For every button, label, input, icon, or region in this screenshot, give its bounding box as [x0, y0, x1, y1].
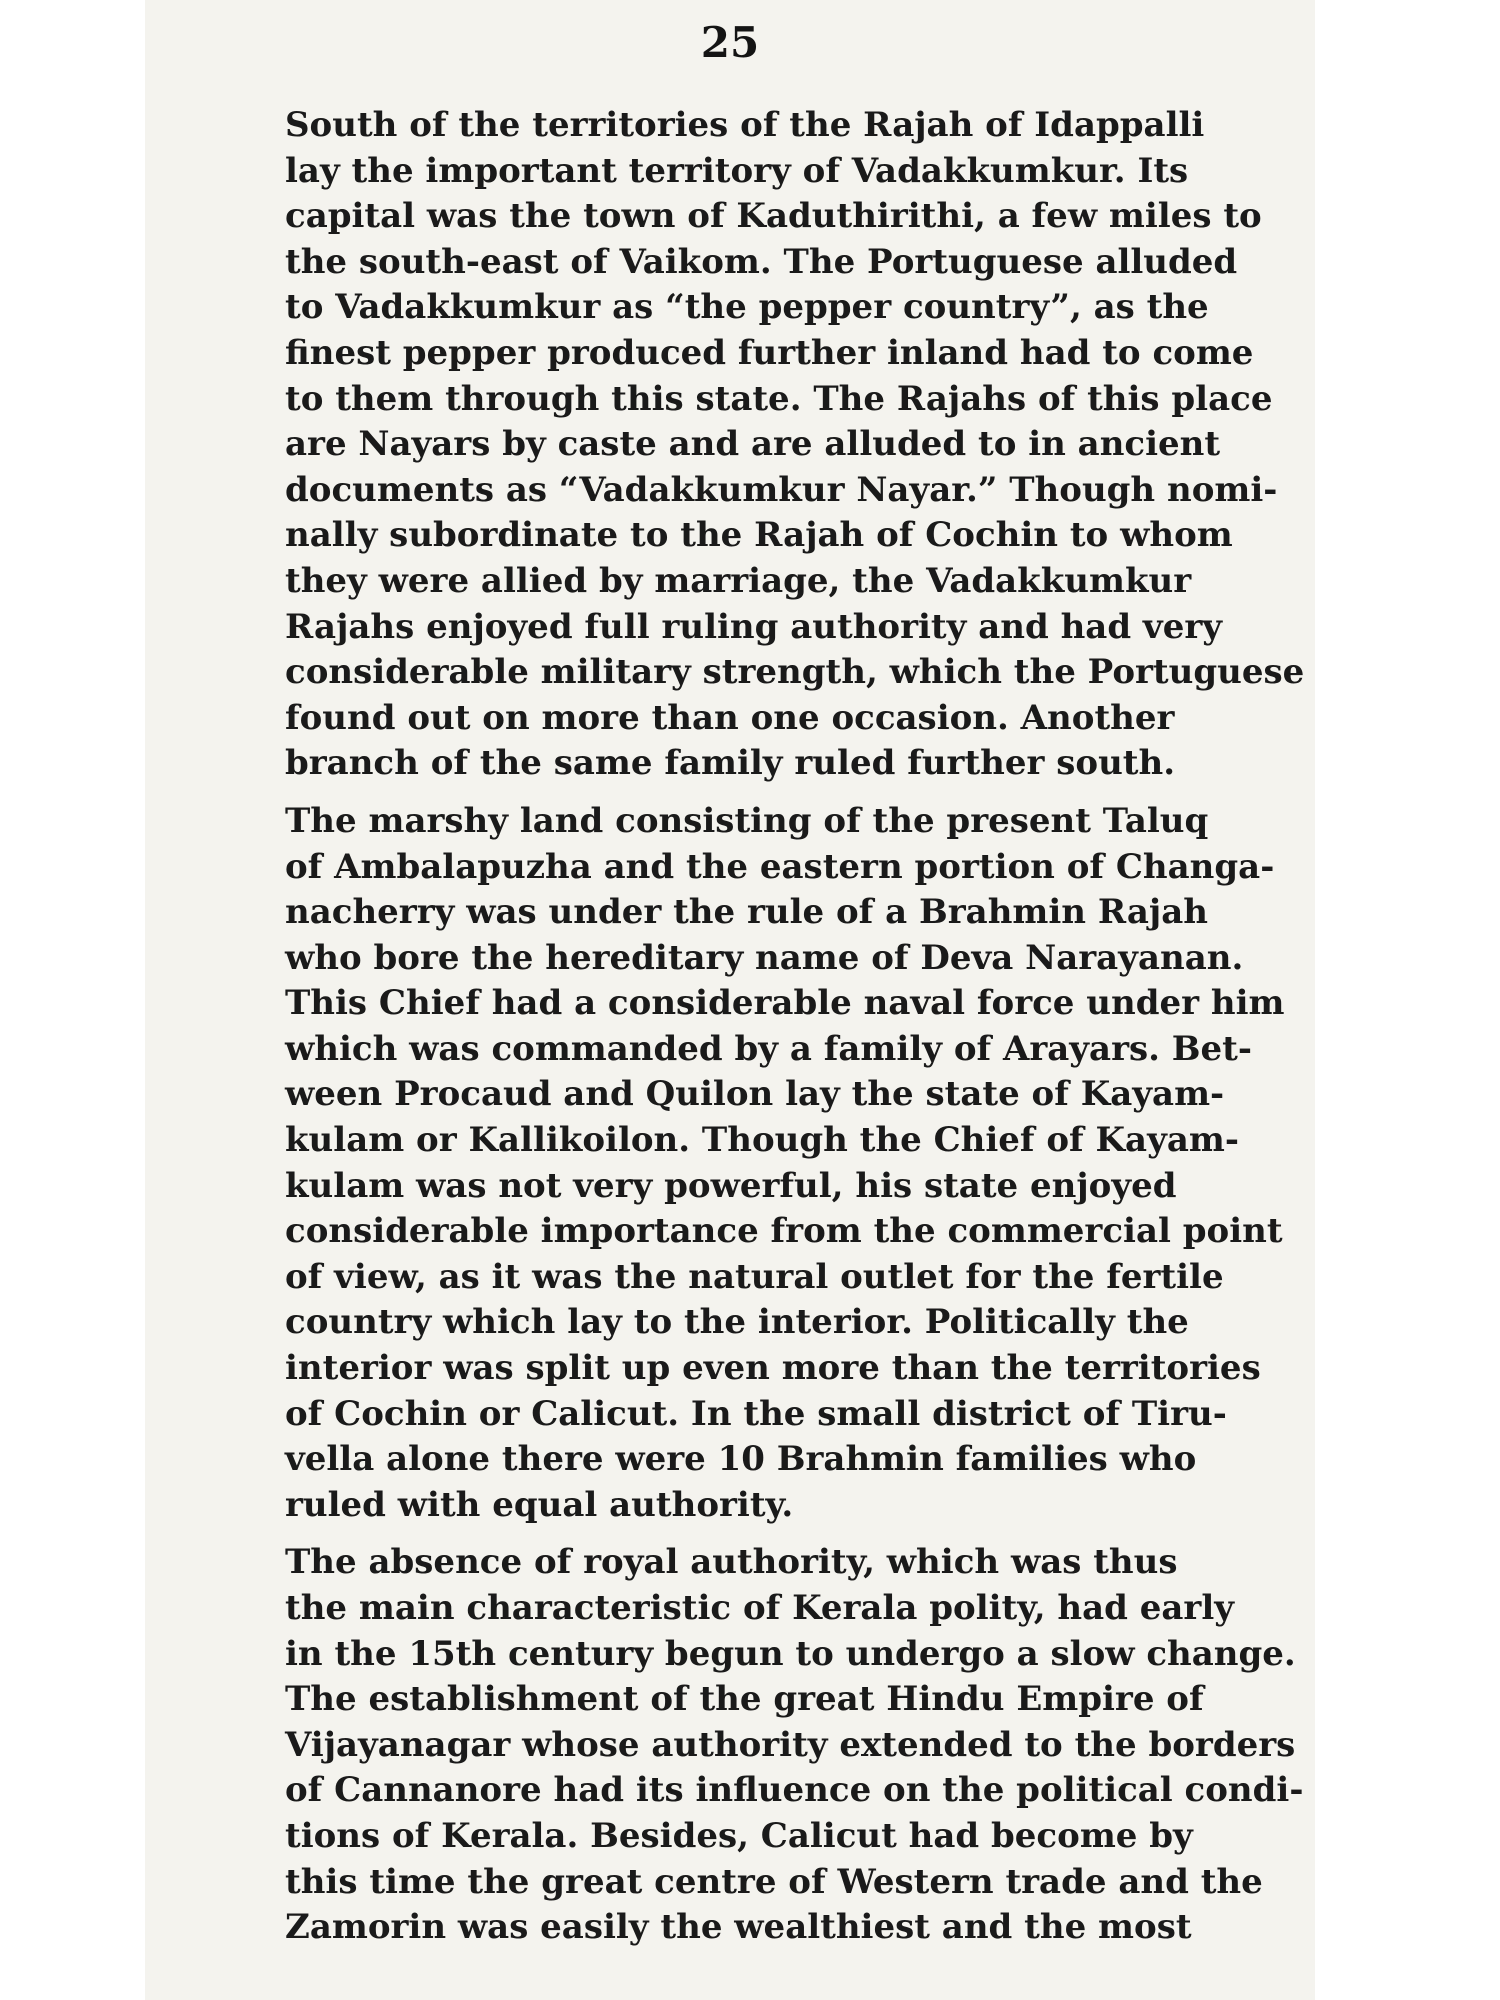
text-line: of Ambalapuzha and the eastern portion of Changa- — [285, 846, 1275, 887]
text-line: who bore the hereditary name of Deva Narayanan. — [285, 937, 1244, 978]
text-line: This Chief had a considerable naval force under him — [285, 983, 1285, 1024]
text-line: lay the important territory of Vadakkumkur. Its — [285, 150, 1189, 191]
paragraph-2 — [192, 799, 1285, 1529]
text-line: interior was split up even more than the territories — [285, 1348, 1261, 1389]
book-page — [145, 0, 1315, 2000]
text-line: country which lay to the interior. Politically the — [285, 1302, 1189, 1343]
text-line: South of the territories of the Rajah of Idappalli — [285, 105, 1205, 145]
text-line: are Nayars by caste and are alluded to in ancient — [285, 424, 1221, 465]
text-line: considerable military strength, which the Portuguese — [285, 652, 1305, 693]
text-line: finest pepper produced further inland had to come — [285, 332, 1254, 373]
text-line: The establishment of the great Hindu Empire of — [285, 1679, 1204, 1720]
text-line: Zamorin was easily the wealthiest and the most — [285, 1907, 1192, 1948]
text-line: capital was the town of Kaduthirithi, a few miles to — [285, 196, 1262, 237]
text-line: to Vadakkumkur as “the pepper country”, as the — [285, 287, 1209, 328]
text-line: nacherry was under the rule of a Brahmin Rajah — [285, 892, 1208, 933]
body-text — [192, 103, 1305, 1963]
text-line: kulam or Kallikoilon. Though the Chief of Kayam- — [285, 1120, 1239, 1161]
text-line: documents as “Vadakkumkur Nayar.” Though nomi- — [285, 469, 1278, 510]
text-line: vella alone there were 10 Brahmin families who — [285, 1439, 1197, 1480]
text-line: which was commanded by a family of Arayars. Bet- — [285, 1028, 1252, 1069]
text-line: Vijayanagar whose authority extended to the borders — [285, 1724, 1296, 1765]
text-line: the main characteristic of Kerala polity, had early — [285, 1588, 1235, 1628]
text-line: they were allied by marriage, the Vadakkumkur — [285, 560, 1192, 601]
text-line: ween Procaud and Quilon lay the state of Kayam- — [285, 1074, 1225, 1115]
text-line: of Cannanore had its influence on the political condi- — [285, 1770, 1304, 1811]
text-line: The absence of royal authority, which was thus — [285, 1542, 1178, 1583]
text-line: nally subordinate to the Rajah of Cochin to whom — [285, 515, 1233, 556]
page-number: 25 — [700, 18, 760, 67]
text-line: tions of Kerala. Besides, Calicut had become by — [285, 1815, 1193, 1856]
text-line: of view, as it was the natural outlet for the fertile — [285, 1256, 1224, 1297]
text-line: to them through this state. The Rajahs of this place — [285, 378, 1273, 419]
text-line: Rajahs enjoyed full ruling authority and had very — [285, 606, 1222, 647]
text-line: The marshy land consisting of the present Taluq — [285, 800, 1209, 841]
text-line: of Cochin or Calicut. In the small district of Tiru- — [285, 1393, 1227, 1434]
paragraph-1 — [192, 103, 1305, 787]
text-line: found out on more than one occasion. Another — [285, 697, 1175, 738]
text-line: the south-east of Vaikom. The Portuguese alluded — [285, 241, 1238, 282]
text-line: ruled with equal authority. — [285, 1484, 794, 1525]
text-line: in the 15th century begun to undergo a slow change. — [285, 1633, 1296, 1674]
text-line: considerable importance from the commercial point — [285, 1211, 1283, 1252]
text-line: kulam was not very powerful, his state enjoyed — [285, 1165, 1177, 1206]
paragraph-3 — [192, 1540, 1304, 1950]
text-line: this time the great centre of Western trade and the — [285, 1861, 1263, 1902]
text-line: branch of the same family ruled further south. — [285, 743, 1176, 784]
